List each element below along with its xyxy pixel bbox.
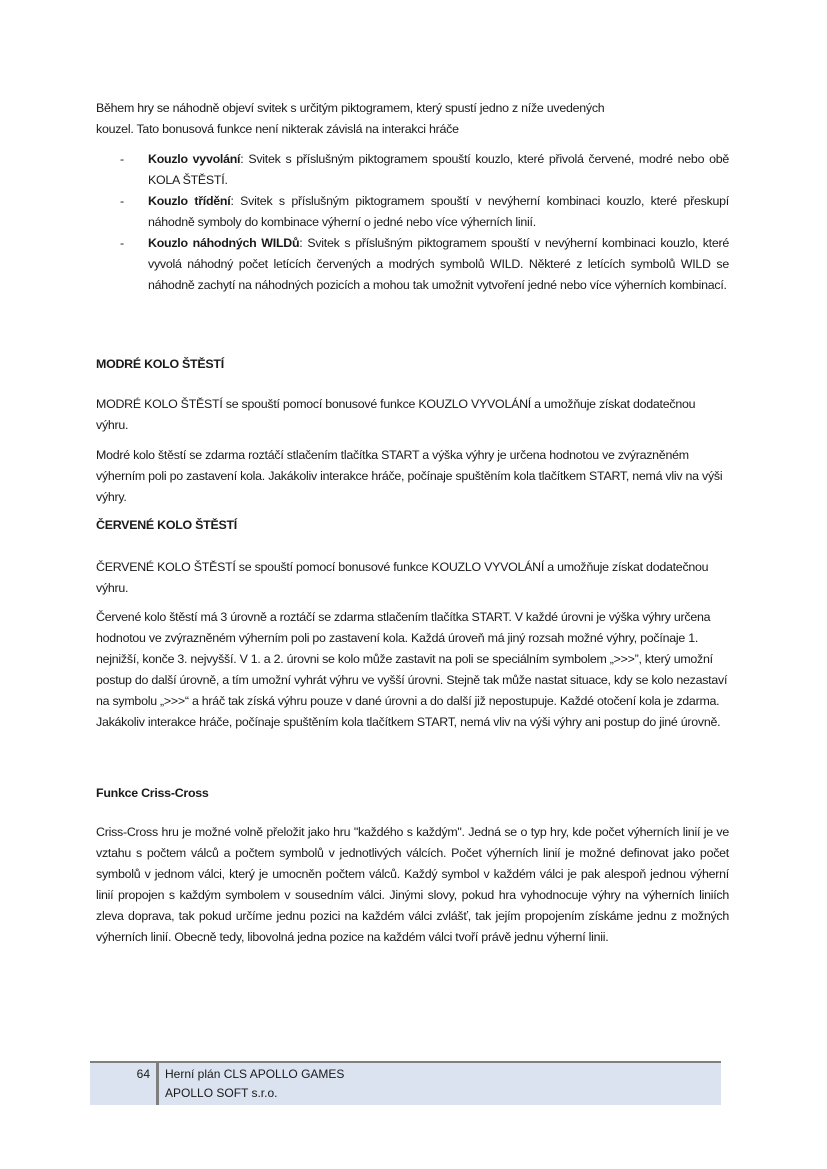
- list-item: - Kouzlo třídění: Svitek s příslušným piktogramem spouští v nevýherní kombinaci kouzlo, které přeskupí náhodně symboly do kombinace výherní o jedné nebo více výherních linií.: [120, 194, 729, 229]
- list-item: - Kouzlo vyvolání: Svitek s příslušným piktogramem spouští kouzlo, které přivolá červené, modré nebo obě KOLA ŠTĚSTÍ.: [120, 152, 730, 187]
- footer-divider: [156, 1063, 159, 1105]
- spell-title: Kouzlo náhodných WILDů: [148, 236, 300, 250]
- spell-text: : Svitek s příslušným piktogramem spouští kouzlo, které přivolá červené, modré nebo obě KOLA ŠTĚSTÍ.: [148, 152, 730, 187]
- spell-text: : Svitek s příslušným piktogramem spouští v nevýherní kombinaci kouzlo, které vyvolá náhodný počet letících červených a modrých symbolů WILD. Některé z letících symbolů WILD se náhodně zachytí na náhodných pozicích a mohou tak umožnit vytvoření jedné nebo více výherních kombinací.: [148, 236, 729, 292]
- spell-list: [96, 149, 729, 296]
- page-footer: [90, 1061, 721, 1105]
- blue-wheel-heading: MODRÉ KOLO ŠTĚSTÍ: [96, 357, 224, 371]
- spell-text: : Svitek s příslušným piktogramem spouští v nevýherní kombinaci kouzlo, které přeskupí náhodně symboly do kombinace výherní o jedné nebo více výherních linií.: [148, 194, 729, 229]
- intro-paragraph: [96, 98, 729, 140]
- page-number: 64: [136, 1067, 150, 1081]
- blue-wheel-paragraph-2: Modré kolo štěstí se zdarma roztáčí stlačením tlačítka START a výška výhry je určena hodnotou ve zvýrazněném výherním poli po zastavení kola. Jakákoliv interakce hráče, počínaje spuštěním kola tlačítkem START, nemá vliv na výši výhry.: [96, 448, 723, 504]
- list-item: - Kouzlo náhodných WILDů: Svitek s příslušným piktogramem spouští v nevýherní kombinaci kouzlo, které vyvolá náhodný počet letících červených a modrých symbolů WILD. Některé z letících symbolů WILD se náhodně zachytí na náhodných pozicích a mohou tak umožnit vytvoření jedné nebo více výherních kombinací.: [120, 236, 729, 292]
- footer-company: APOLLO SOFT s.r.o.: [165, 1086, 278, 1100]
- spell-title: Kouzlo třídění: [148, 194, 231, 208]
- criss-cross-heading: Funkce Criss-Cross: [96, 786, 209, 800]
- red-wheel-paragraph-2: Červené kolo štěstí má 3 úrovně a roztáčí se zdarma stlačením tlačítka START. V každé úrovni je výška výhry určena hodnotou ve zvýrazněném výherním poli po zastavení kola. Každá úroveň má jiný rozsah možné výhry, počínaje 1. nejnižší, konče 3. nejvyšší. V 1. a 2. úrovni se kolo může zastavit na poli se speciálním symbolem „>>>”, který umožní postup do další úrovně, a tím umožní vyhrát výhru ve vyšší úrovni. Stejně tak může nastat situace, kdy se kolo nezastaví na symbolu „>>>“ a hráč tak získá výhru pouze v dané úrovni a do další již nepostupuje. Každé otočení kola je zdarma. Jakákoliv interakce hráče, počínaje spuštěním kola tlačítkem START, nemá vliv na výši výhry ani postup do jiné úrovně.: [96, 610, 728, 729]
- spell-title: Kouzlo vyvolání: [148, 152, 241, 166]
- criss-cross-paragraph: Criss-Cross hru je možné volně přeložit jako hru "každého s každým". Jedná se o typ hry, kde počet výherních linií je ve vztahu s počtem válců a počtem symbolů v jednotlivých válcích. Počet výherních linií je možné definovat jako počet symbolů v jednom válci, který je umocněn počtem válců. Každý symbol v každém válci je pak alespoň jednou výherní linií propojen s každým symbolem v sousedním válci. Jinými slovy, pokud hra vyhodnocuje výhry na výherních liniích zleva doprava, tak pokud určíme jednu pozici na každém válci zvlášť, tak jejím propojením získáme jednu z možných výherních linií. Obecně tedy, libovolná jedna pozice na každém válci tvoří právě jednu výherní linii.: [96, 825, 729, 944]
- red-wheel-heading: ČERVENÉ KOLO ŠTĚSTÍ: [96, 518, 237, 532]
- intro-line-2: kouzel. Tato bonusová funkce není nikterak závislá na interakci hráče: [96, 122, 459, 136]
- blue-wheel-paragraph-1: MODRÉ KOLO ŠTĚSTÍ se spouští pomocí bonusové funkce KOUZLO VYVOLÁNÍ a umožňuje získat dodatečnou výhru.: [96, 397, 696, 432]
- intro-line-1: Během hry se náhodně objeví svitek s určitým piktogramem, který spustí jedno z níže uvedených: [96, 101, 605, 115]
- red-wheel-paragraph-1: ČERVENÉ KOLO ŠTĚSTÍ se spouští pomocí bonusové funkce KOUZLO VYVOLÁNÍ a umožňuje získat dodatečnou výhru.: [96, 560, 709, 595]
- footer-text: [165, 1065, 344, 1103]
- footer-title: Herní plán CLS APOLLO GAMES: [165, 1067, 345, 1081]
